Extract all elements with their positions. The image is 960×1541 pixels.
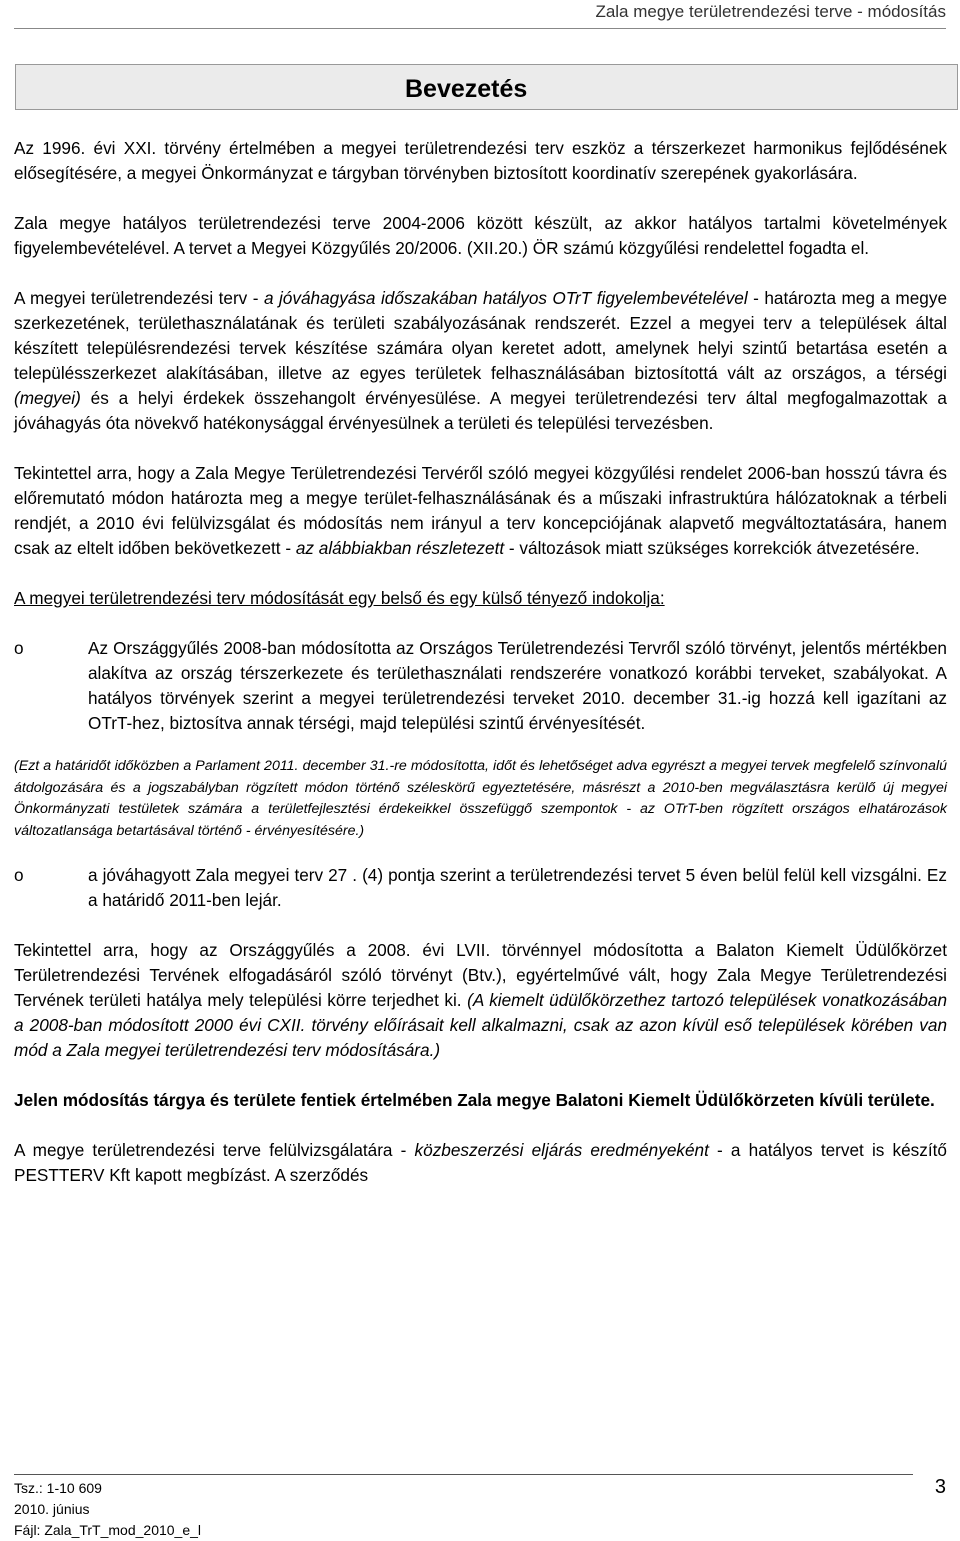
paragraph-3-text-a: A megyei területrendezési terv - — [14, 288, 264, 308]
paragraph-8-text-c: - a hatályos tervet is készítő PESTTERV Kft kapott megbízást. A szerződés — [14, 1140, 947, 1185]
bullet-marker: o — [14, 865, 24, 885]
bullet-item-2 — [14, 863, 947, 913]
paragraph-8-italic: közbeszerzési eljárás eredményeként — [414, 1140, 709, 1160]
footer-rule — [14, 1474, 913, 1475]
title-box — [15, 64, 958, 110]
page-title: Bevezetés — [405, 75, 528, 103]
paragraph-6-italic: (A kiemelt üdülőkörzethez tartozó települések vonatkozásában a 2008-ban módosított 2000 évi CXII. törvény előírásait kell alkalmazni, csak az azon kívül eső települések körében van mód a Zala megyei területrendezési terv módosítására.) — [14, 990, 948, 1060]
header-rule — [14, 28, 946, 29]
paragraph-1: Az 1996. évi XXI. törvény értelmében a megyei területrendezési terv eszköz a térszerkezet harmonikus fejlődésének elősegítésére, a megyei Önkormányzat e tárgyban törvényben biztosított koordinatív szerepének gyakorlására. — [14, 138, 947, 183]
paragraph-3-italic-d: (megyei) — [14, 388, 81, 408]
paragraph-3-italic-a: a jóváhagyása időszakában hatályos OTrT figyelembevételével — [263, 288, 748, 308]
paragraph-5-underlined: A megyei területrendezési terv módosítását egy belső és egy külső tényező indokolja: — [14, 588, 665, 608]
paragraph-4-text-a: Tekintettel arra, hogy a Zala Megye Területrendezési Tervéről szóló megyei közgyűlési rendelet 2006-ban hosszú távra és előremutató módon határozta meg a megye terület-felhasználásának és a műszaki infrastruktúra hálózatoknak a térbeli rendjét, a 2010 évi felülvizsgálat és módosítás nem irányul a terv koncepciójának alapvető megváltoztatására, hanem csak az eltelt időben bekövetkezett - — [14, 463, 947, 558]
bullet-marker: o — [14, 638, 24, 658]
footer — [14, 1478, 201, 1541]
document-body — [14, 136, 947, 1188]
paragraph-7-bold — [14, 1088, 947, 1113]
paragraph-7-bold-text: Jelen módosítás tárgya és területe fentiek értelmében Zala megye Balatoni Kiemelt Üdülőkörzeten kívüli területe. — [14, 1090, 935, 1110]
paragraph-3 — [14, 286, 947, 436]
footer-line-2: 2010. június — [14, 1501, 90, 1517]
paragraph-4 — [14, 461, 947, 561]
bullet-text-2: a jóváhagyott Zala megyei terv 27 . (4) pontja szerint a területrendezési tervet 5 éven belül felül kell vizsgálni. Ez a határidő 2011-ben lejár. — [88, 865, 947, 910]
paragraph-8 — [14, 1138, 947, 1188]
running-header: Zala megye területrendezési terve - módosítás — [595, 2, 946, 21]
paragraph-3-text-c: - határozta meg a megye szerkezetének, területhasználatának és területi szabályozásának rendszerét. Ezzel a megyei terv a települések által készített településrendezési tervek készítése számára olyan keretet adott, amelynek helyi szintű betartása esetén a településszerkezet alakításában, illetve az egyes területek felhasználásában biztosítottá vált az országos, a térségi — [14, 288, 948, 383]
note-italic: (Ezt a határidőt időközben a Parlament 2011. december 31.-re módosította, időt és lehetőséget adva egyrészt a megyei tervek megfelelő színvonalú átdolgozására és a jogszabályban rögzített módon történő széleskörű egyeztetésére, másrészt a 2010-ben megválasztásra kerülő új megyei Önkormányzati testületek számára a területfejlesztési érdekeikkel összefüggő szempontok - az OTrT-ben rögzített országos elhatározások változatlansága betartásával történő - érvényesítésére.) — [14, 758, 947, 839]
footer-line-1: Tsz.: 1-10 609 — [14, 1480, 102, 1496]
paragraph-4-text-c: - változások miatt szükséges korrekciók átvezetésére. — [504, 538, 920, 558]
paragraph-6-text: Tekintettel arra, hogy az Országgyűlés a 2008. évi LVII. törvénnyel módosította a Balaton Kiemelt Üdülőkörzet Területrendezési Tervének elfogadásáról szóló törvényt (Btv.), egyértelművé vált, hogy Zala Megye Területrendezési Tervének területi hatálya mely települési körre terjedhet ki. — [14, 940, 947, 1010]
paragraph-8-text-a: A megye területrendezési terve felülvizsgálatára - — [14, 1140, 415, 1160]
footer-line-3: Fájl: Zala_TrT_mod_2010_e_l — [14, 1522, 202, 1538]
paragraph-2: Zala megye hatályos területrendezési terve 2004-2006 között készült, az akkor hatályos tartalmi követelmények figyelembevételével. A tervet a Megyei Közgyűlés 20/2006. (XII.20.) ÖR számú közgyűlési rendelettel fogadta el. — [14, 213, 947, 258]
paragraph-6 — [14, 938, 947, 1063]
paragraph-3-text-e: és a helyi érdekek összehangolt érvényesülése. A megyei területrendezési terv által megfogalmazottak a jóváhagyás óta növekvő hatékonysággal érvényesülnek a területi és települési tervezésben. — [14, 388, 947, 433]
page-number: 3 — [934, 1476, 946, 1498]
bullet-item-1 — [14, 636, 947, 736]
paragraph-4-italic: az alábbiakban részletezett — [295, 538, 505, 558]
bullet-text-1: Az Országgyűlés 2008-ban módosította az Országos Területrendezési Tervről szóló törvényt, jelentős mértékben alakítva az ország térszerkezete és területhasználati rendszerére vonatkozó korábbi terveket, szabályokat. A hatályos törvények szerint a megyei területrendezési terveket 2010. december 31.-ig hozzá kell igazítani az OTrT-hez, biztosítva annak térségi, majd települési szintű érvényesítését. — [88, 638, 947, 733]
